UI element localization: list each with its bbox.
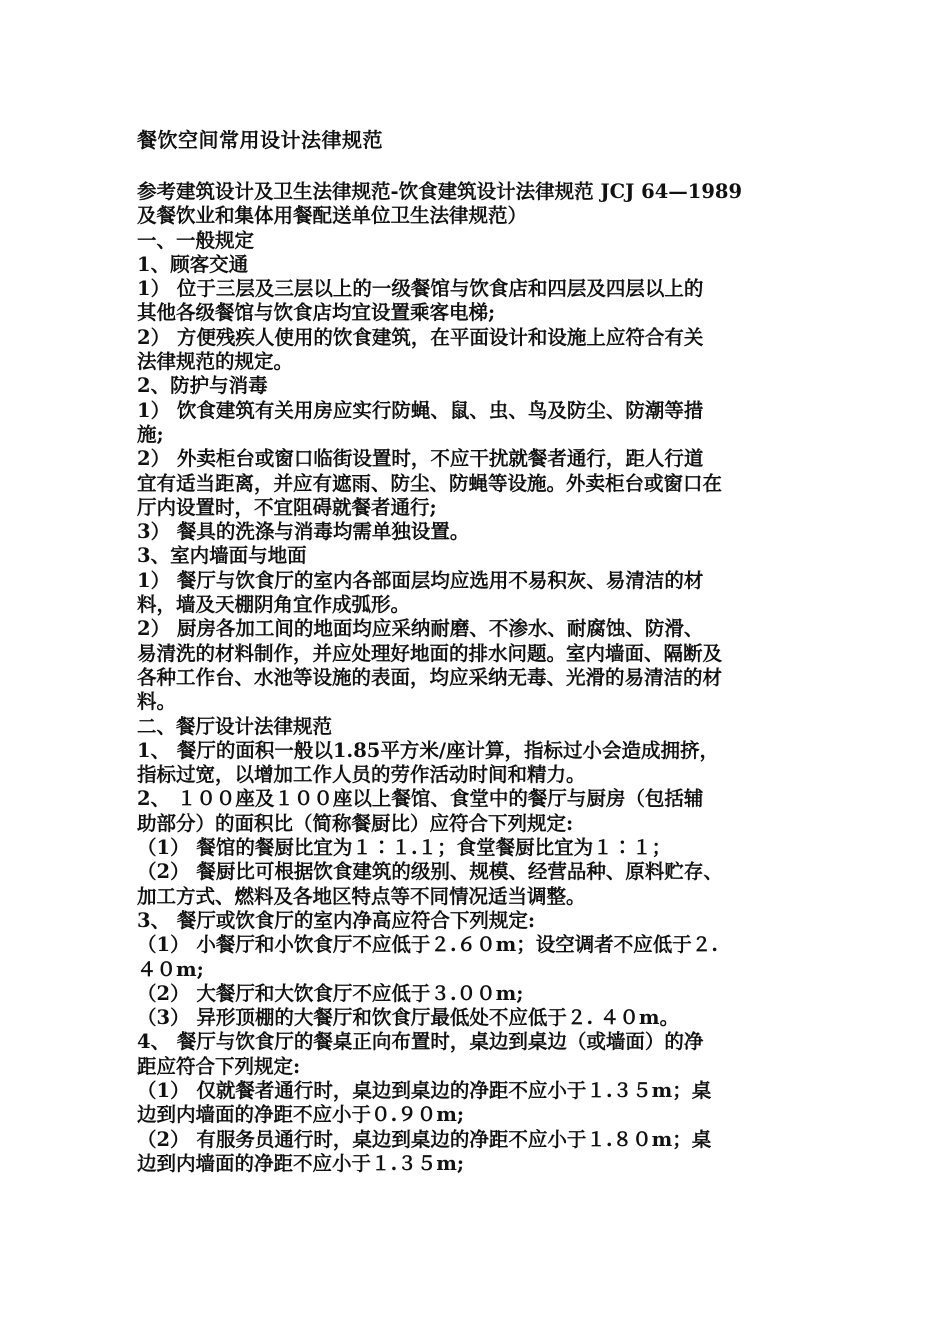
text-line: 3、 餐厅或饮食厅的室内净高应符合下列规定: <box>137 908 536 932</box>
text-line: （2） 有服务员通行时，桌边到桌边的净距不应小于１.８０m；桌 <box>137 1127 712 1151</box>
text-line: 宜有适当距离，并应有遮雨、防尘、防蝇等设施。外卖柜台或窗口在 <box>137 471 723 495</box>
text-line: 易清洗的材料制作，并应处理好地面的排水问题。室内墙面、隔断及 <box>137 641 723 665</box>
text-line: （1） 餐馆的餐厨比宜为１∶１.１；食堂餐厨比宜为１∶１； <box>137 836 672 860</box>
text-line: 2） 方便残疾人使用的饮食建筑，在平面设计和设施上应符合有关 <box>137 325 704 349</box>
text-line: 料。 <box>137 690 177 714</box>
text-line: 1、 餐厅的面积一般以1.85平方米/座计算，指标过小会造成拥挤， <box>137 738 719 762</box>
text-line: 2、 １００座及１００座以上餐馆、食堂中的餐厅与厨房（包括辅 <box>137 787 704 811</box>
document-body <box>137 180 817 1176</box>
text-line: （1） 仅就餐者通行时，桌边到桌边的净距不应小于１.３５m；桌 <box>137 1078 712 1102</box>
text-line: 2） 外卖柜台或窗口临街设置时，不应干扰就餐者通行，距人行道 <box>137 447 704 471</box>
text-line: （1） 小餐厅和小饮食厅不应低于２.６０m；设空调者不应低于２. <box>137 933 719 957</box>
text-line: 边到内墙面的净距不应小于１.３５m; <box>137 1151 465 1175</box>
text-line: 法律规范的规定。 <box>137 350 294 374</box>
text-line: 1） 位于三层及三层以上的一级餐馆与饮食店和四层及四层以上的 <box>137 277 704 301</box>
text-line: 2、防护与消毒 <box>137 374 268 398</box>
text-line: 各种工作台、水池等设施的表面，均应采纳无毒、光滑的易清洁的材 <box>137 665 723 689</box>
text-line: （2） 餐厨比可根据饮食建筑的级别、规模、经营品种、原料贮存、 <box>137 860 723 884</box>
text-line: 助部分）的面积比（简称餐厨比）应符合下列规定: <box>137 811 574 835</box>
text-line: 1、顾客交通 <box>137 252 249 276</box>
text-line: 3） 餐具的洗涤与消毒均需单独设置。 <box>137 520 470 544</box>
document-title: 餐饮空间常用设计法律规范 <box>137 128 383 152</box>
text-line: 距应符合下列规定: <box>137 1054 301 1078</box>
text-line: 边到内墙面的净距不应小于０.９０m; <box>137 1103 465 1127</box>
text-line: 其他各级餐馆与饮食店均宜设置乘客电梯; <box>137 301 496 325</box>
text-line: （2） 大餐厅和大饮食厅不应低于３.００m; <box>137 981 524 1005</box>
text-line: （3） 异形顶棚的大餐厅和饮食厅最低处不应低于２. ４０m。 <box>137 1006 680 1030</box>
text-line: 参考建筑设计及卫生法律规范-饮食建筑设计法律规范 JCJ 64—1989 <box>137 180 743 203</box>
text-line: 3、室内墙面与地面 <box>137 544 307 568</box>
text-line: 加工方式、燃料及各地区特点等不同情况适当调整。 <box>137 884 586 908</box>
text-line: 4、 餐厅与饮食厅的餐桌正向布置时，桌边到桌边（或墙面）的净 <box>137 1030 704 1054</box>
text-line: 1） 饮食建筑有关用房应实行防蝇、鼠、虫、鸟及防尘、防潮等措 <box>137 398 704 422</box>
text-line: 料，墙及天棚阴角宜作成弧形。 <box>137 593 411 617</box>
text-line: 指标过宽，以增加工作人员的劳作活动时间和精力。 <box>137 763 586 787</box>
text-line: 2） 厨房各加工间的地面均应采纳耐磨、不渗水、耐腐蚀、防滑、 <box>137 617 704 641</box>
text-line: 厅内设置时，不宜阻碍就餐者通行; <box>137 495 437 519</box>
text-line: 一、一般规定 <box>137 228 255 252</box>
text-line: 及餐饮业和集体用餐配送单位卫生法律规范） <box>137 204 528 228</box>
text-line: 二、餐厅设计法律规范 <box>137 714 333 738</box>
text-line: 施; <box>137 422 164 446</box>
text-line: 1） 餐厅与饮食厅的室内各部面层均应选用不易积灰、易清洁的材 <box>137 568 704 592</box>
text-line: ４０m; <box>137 957 204 981</box>
